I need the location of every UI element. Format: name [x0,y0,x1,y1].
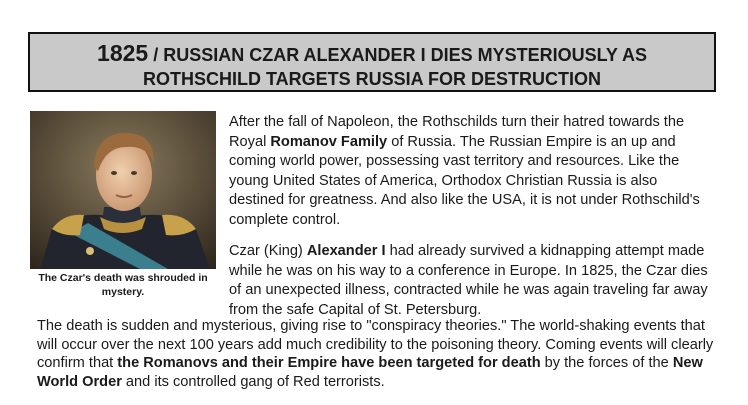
p1-text-a: After the fall of Napoleon, the Rothschilds turn their hatred towards the Royal [229,114,685,150]
caption-line-1: The Czar's death was shrouded in [38,272,208,284]
paragraph-2-top [229,242,713,320]
title-year: 1825 [97,40,149,66]
p2-targeted-for-death: the Romanovs and their Empire have been targeted for death [117,355,541,371]
p2-new-world-order: New World Order [37,355,703,390]
p2-alexander-i: Alexander I [306,243,386,259]
czar-portrait-image [30,111,216,269]
title-line-1 [30,40,714,68]
p2-text-c: had already survived a kidnapping attempt made while he was on his way to a conference in Europe. In 1825, the Czar dies of an unexpected illness, contracted while he was again traveling far away from the safe Capital of St. Petersburg. [229,243,708,318]
p2-text-a: Czar (King) [229,243,307,259]
p1-text-c: of Russia. The Russian Empire is an up and coming world power, possessing vast territory and resources. Like the young United States of America, Orthodox Christian Russia is also destined for greatness. And also like the USA, it is not under Rothschild's complete control. [229,133,700,228]
paragraph-2-bottom [37,317,727,391]
paragraph-1 [229,113,709,230]
title-banner [28,32,716,92]
title-separator: / [148,45,164,65]
p1-romanov-family: Romanov Family [270,133,388,150]
title-text-1: RUSSIAN CZAR ALEXANDER I DIES MYSTERIOUSLY AS [163,45,647,65]
p2-text-f: by the forces of the [540,355,673,371]
p2-text-d: The death is sudden and mysterious, giving rise to "conspiracy theories." The world-shaking events that will occur over the next 100 years add much credibility to the poisoning theory. Coming events will clearly confirm that [37,318,714,371]
caption-line-2: mystery. [101,286,145,298]
title-line-2: ROTHSCHILD TARGETS RUSSIA FOR DESTRUCTION [143,69,601,89]
portrait-caption [28,271,218,299]
p2-text-h: and its controlled gang of Red terrorists. [121,373,385,390]
